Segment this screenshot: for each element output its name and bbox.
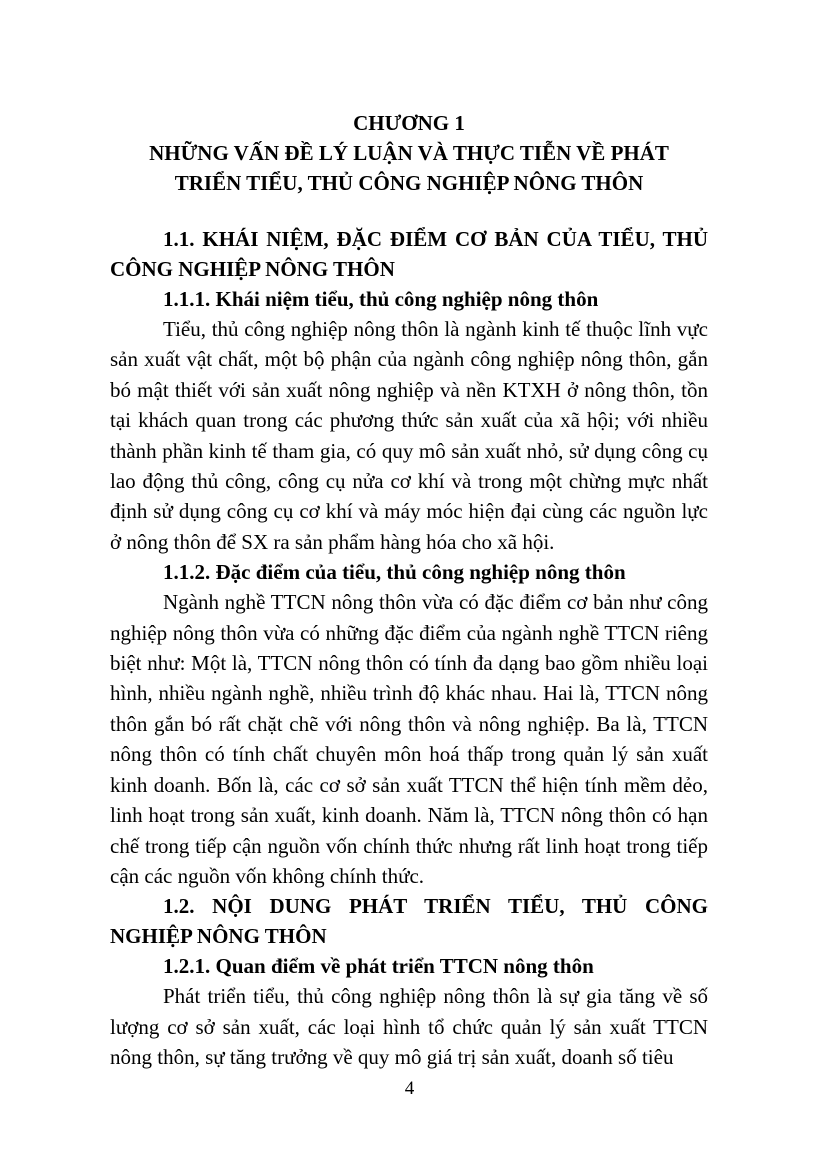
subsection-heading-1-2-1: 1.2.1. Quan điểm về phát triển TTCN nông thôn (163, 954, 594, 979)
paragraph-1-1-2: Ngành nghề TTCN nông thôn vừa có đặc điểm cơ bản như công nghiệp nông thôn vừa có những đặc điểm của ngành nghề TTCN riêng biệt như: Một là, TTCN nông thôn có tính đa dạng bao gồm nhiều loại hình, nhiều ngành nghề, nhiều trình độ khác nhau. Hai là, TTCN nông thôn gắn bó rất chặt chẽ với nông thôn và nông nghiệp. Ba là, TTCN nông thôn có tính chất chuyên môn hoá thấp trong quản lý sản xuất kinh doanh. Bốn là, các cơ sở sản xuất TTCN thể hiện tính mềm dẻo, linh hoạt trong sản xuất, kinh doanh. Năm là, TTCN nông thôn có hạn chế trong tiếp cận nguồn vốn chính thức nhưng rất linh hoạt trong tiếp cận các nguồn vốn không chính thức. (110, 590, 708, 888)
paragraph-1-2-1: Phát triển tiểu, thủ công nghiệp nông thôn là sự gia tăng về số lượng cơ sở sản xuất, các loại hình tổ chức quản lý sản xuất TTCN nông thôn, sự tăng trưởng về quy mô giá trị sản xuất, doanh số tiêu (110, 984, 708, 1070)
paragraph-1-1-1: Tiểu, thủ công nghiệp nông thôn là ngành kinh tế thuộc lĩnh vực sản xuất vật chất, một bộ phận của ngành công nghiệp nông thôn, gắn bó mật thiết với sản xuất nông nghiệp và nền KTXH ở nông thôn, tồn tại khách quan trong các phương thức sản xuất của xã hội; với nhiều thành phần kinh tế tham gia, có quy mô sản xuất nhỏ, sử dụng công cụ lao động thủ công, công cụ nửa cơ khí và trong một chừng mực nhất định sử dụng công cụ cơ khí và máy móc hiện đại cùng các nguồn lực ở nông thôn để SX ra sản phẩm hàng hóa cho xã hội. (110, 317, 708, 554)
chapter-title-line-1: NHỮNG VẤN ĐỀ LÝ LUẬN VÀ THỰC TIỄN VỀ PHÁT (149, 141, 669, 165)
chapter-heading (110, 108, 708, 198)
section-heading-1-2: 1.2. NỘI DUNG PHÁT TRIỂN TIỂU, THỦ CÔNG NGHIỆP NÔNG THÔN (110, 894, 708, 949)
section-heading-1-1: 1.1. KHÁI NIỆM, ĐẶC ĐIỂM CƠ BẢN CỦA TIỂU, THỦ CÔNG NGHIỆP NÔNG THÔN (110, 227, 708, 281)
document-page (110, 108, 708, 1073)
page-number: 4 (404, 1078, 415, 1099)
chapter-title-line-2: TRIỂN TIỂU, THỦ CÔNG NGHIỆP NÔNG THÔN (174, 171, 644, 195)
chapter-label: CHƯƠNG 1 (353, 111, 465, 135)
subsection-heading-1-1-1: 1.1.1. Khái niệm tiểu, thủ công nghiệp nông thôn (163, 287, 599, 311)
subsection-heading-1-1-2: 1.1.2. Đặc điểm của tiểu, thủ công nghiệp nông thôn (163, 560, 626, 585)
